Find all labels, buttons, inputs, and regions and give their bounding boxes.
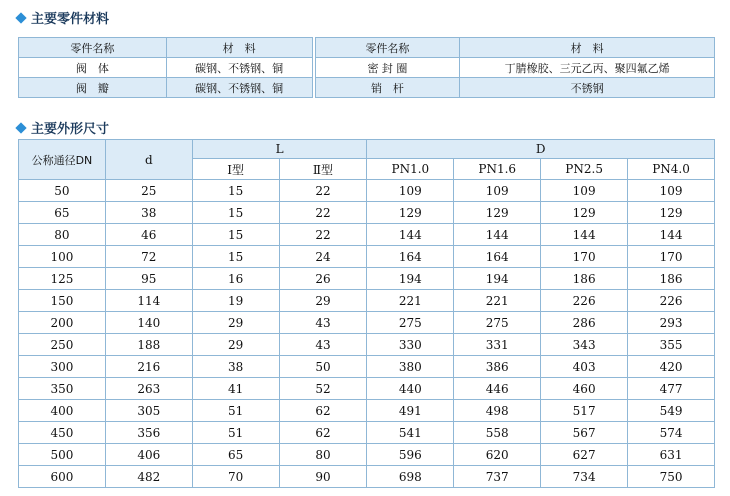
dn-cell: 125 — [19, 268, 106, 290]
d-cell: 356 — [105, 422, 192, 444]
l2-cell: 52 — [279, 378, 367, 400]
pn40-cell: 226 — [628, 290, 715, 312]
header-type-2: Ⅱ型 — [279, 159, 367, 180]
part-name-cell: 密 封 圈 — [315, 58, 460, 78]
l1-cell: 29 — [192, 334, 279, 356]
header-d: d — [105, 140, 192, 180]
pn25-cell: 226 — [541, 290, 628, 312]
l2-cell: 50 — [279, 356, 367, 378]
pn10-cell: 109 — [367, 180, 454, 202]
l2-cell: 22 — [279, 180, 367, 202]
pn40-cell: 750 — [628, 466, 715, 488]
d-cell: 25 — [105, 180, 192, 202]
l1-cell: 29 — [192, 312, 279, 334]
pn25-cell: 517 — [541, 400, 628, 422]
l1-cell: 70 — [192, 466, 279, 488]
pn25-cell: 286 — [541, 312, 628, 334]
material-cell: 丁腈橡胶、三元乙丙、聚四氟乙烯 — [460, 58, 715, 78]
pn16-cell: 221 — [454, 290, 541, 312]
dn-cell: 100 — [19, 246, 106, 268]
pn10-cell: 440 — [367, 378, 454, 400]
pn16-cell: 737 — [454, 466, 541, 488]
pn10-cell: 330 — [367, 334, 454, 356]
pn40-cell: 109 — [628, 180, 715, 202]
pn25-cell: 144 — [541, 224, 628, 246]
section-title-text: 主要零件材料 — [31, 12, 110, 27]
pn10-cell: 221 — [367, 290, 454, 312]
dn-cell: 450 — [19, 422, 106, 444]
pn25-cell: 403 — [541, 356, 628, 378]
pn16-cell: 164 — [454, 246, 541, 268]
d-cell: 406 — [105, 444, 192, 466]
material-cell: 碳钢、不锈钢、铜 — [166, 58, 312, 78]
l2-cell: 80 — [279, 444, 367, 466]
diamond-bullet-icon — [15, 122, 26, 133]
d-cell: 216 — [105, 356, 192, 378]
pn16-cell: 498 — [454, 400, 541, 422]
header-dn: 公称通径DN — [19, 140, 106, 180]
l2-cell: 22 — [279, 224, 367, 246]
dn-cell: 500 — [19, 444, 106, 466]
d-cell: 140 — [105, 312, 192, 334]
header-pn: PN4.0 — [628, 159, 715, 180]
d-cell: 72 — [105, 246, 192, 268]
table-row — [19, 78, 715, 98]
section-title-materials — [14, 8, 109, 27]
dn-cell: 600 — [19, 466, 106, 488]
pn10-cell: 275 — [367, 312, 454, 334]
d-cell: 114 — [105, 290, 192, 312]
table-header-row — [19, 38, 715, 58]
l1-cell: 51 — [192, 422, 279, 444]
pn25-cell: 109 — [541, 180, 628, 202]
table-row — [19, 180, 715, 202]
pn16-cell: 558 — [454, 422, 541, 444]
dn-cell: 300 — [19, 356, 106, 378]
dimensions-body — [19, 180, 715, 488]
pn16-cell: 144 — [454, 224, 541, 246]
dn-cell: 80 — [19, 224, 106, 246]
pn16-cell: 446 — [454, 378, 541, 400]
pn25-cell: 567 — [541, 422, 628, 444]
d-cell: 188 — [105, 334, 192, 356]
l2-cell: 26 — [279, 268, 367, 290]
table-row — [19, 58, 715, 78]
d-cell: 482 — [105, 466, 192, 488]
l1-cell: 38 — [192, 356, 279, 378]
pn40-cell: 420 — [628, 356, 715, 378]
l2-cell: 22 — [279, 202, 367, 224]
section-title-text: 主要外形尺寸 — [31, 122, 110, 137]
pn10-cell: 129 — [367, 202, 454, 224]
l2-cell: 24 — [279, 246, 367, 268]
l2-cell: 90 — [279, 466, 367, 488]
l1-cell: 15 — [192, 180, 279, 202]
pn10-cell: 380 — [367, 356, 454, 378]
table-header-row — [19, 140, 715, 159]
pn40-cell: 631 — [628, 444, 715, 466]
header-type-1: Ⅰ型 — [192, 159, 279, 180]
pn40-cell: 549 — [628, 400, 715, 422]
pn40-cell: 355 — [628, 334, 715, 356]
dn-cell: 200 — [19, 312, 106, 334]
header-cell: 零件名称 — [315, 38, 460, 58]
table-row — [19, 422, 715, 444]
header-cell: 零件名称 — [19, 38, 167, 58]
l1-cell: 19 — [192, 290, 279, 312]
dn-cell: 250 — [19, 334, 106, 356]
pn16-cell: 109 — [454, 180, 541, 202]
pn25-cell: 129 — [541, 202, 628, 224]
l1-cell: 15 — [192, 202, 279, 224]
section-title-dimensions — [14, 118, 109, 137]
pn10-cell: 596 — [367, 444, 454, 466]
pn40-cell: 477 — [628, 378, 715, 400]
table-row — [19, 246, 715, 268]
part-name-cell: 阀 瓣 — [19, 78, 167, 98]
table-row — [19, 444, 715, 466]
pn25-cell: 186 — [541, 268, 628, 290]
table-row — [19, 290, 715, 312]
pn10-cell: 698 — [367, 466, 454, 488]
diamond-bullet-icon — [15, 12, 26, 23]
l2-cell: 62 — [279, 400, 367, 422]
l1-cell: 15 — [192, 246, 279, 268]
header-L: L — [192, 140, 367, 159]
table-row — [19, 356, 715, 378]
part-name-cell: 销 杆 — [315, 78, 460, 98]
d-cell: 46 — [105, 224, 192, 246]
l1-cell: 51 — [192, 400, 279, 422]
l1-cell: 65 — [192, 444, 279, 466]
pn16-cell: 194 — [454, 268, 541, 290]
material-cell: 碳钢、不锈钢、铜 — [166, 78, 312, 98]
pn10-cell: 194 — [367, 268, 454, 290]
table-row — [19, 202, 715, 224]
pn25-cell: 343 — [541, 334, 628, 356]
l1-cell: 15 — [192, 224, 279, 246]
pn16-cell: 620 — [454, 444, 541, 466]
d-cell: 95 — [105, 268, 192, 290]
pn10-cell: 491 — [367, 400, 454, 422]
header-pn: PN2.5 — [541, 159, 628, 180]
pn40-cell: 186 — [628, 268, 715, 290]
table-row — [19, 224, 715, 246]
pn10-cell: 541 — [367, 422, 454, 444]
l2-cell: 43 — [279, 312, 367, 334]
header-pn: PN1.0 — [367, 159, 454, 180]
pn10-cell: 164 — [367, 246, 454, 268]
table-row — [19, 334, 715, 356]
table-row — [19, 268, 715, 290]
pn10-cell: 144 — [367, 224, 454, 246]
pn16-cell: 386 — [454, 356, 541, 378]
table-row — [19, 312, 715, 334]
pn16-cell: 129 — [454, 202, 541, 224]
table-row — [19, 378, 715, 400]
d-cell: 263 — [105, 378, 192, 400]
header-pn: PN1.6 — [454, 159, 541, 180]
pn16-cell: 331 — [454, 334, 541, 356]
pn40-cell: 144 — [628, 224, 715, 246]
l1-cell: 41 — [192, 378, 279, 400]
table-row — [19, 466, 715, 488]
dn-cell: 150 — [19, 290, 106, 312]
material-cell: 不锈钢 — [460, 78, 715, 98]
header-D: D — [367, 140, 715, 159]
dimensions-table — [18, 139, 715, 488]
d-cell: 305 — [105, 400, 192, 422]
pn16-cell: 275 — [454, 312, 541, 334]
pn40-cell: 129 — [628, 202, 715, 224]
pn40-cell: 574 — [628, 422, 715, 444]
l2-cell: 43 — [279, 334, 367, 356]
materials-table — [18, 37, 715, 98]
pn25-cell: 734 — [541, 466, 628, 488]
pn40-cell: 170 — [628, 246, 715, 268]
pn25-cell: 170 — [541, 246, 628, 268]
dn-cell: 350 — [19, 378, 106, 400]
l1-cell: 16 — [192, 268, 279, 290]
part-name-cell: 阀 体 — [19, 58, 167, 78]
pn25-cell: 460 — [541, 378, 628, 400]
dn-cell: 400 — [19, 400, 106, 422]
dn-cell: 50 — [19, 180, 106, 202]
l2-cell: 29 — [279, 290, 367, 312]
table-row — [19, 400, 715, 422]
l2-cell: 62 — [279, 422, 367, 444]
pn40-cell: 293 — [628, 312, 715, 334]
dn-cell: 65 — [19, 202, 106, 224]
d-cell: 38 — [105, 202, 192, 224]
pn25-cell: 627 — [541, 444, 628, 466]
header-cell: 材 料 — [166, 38, 312, 58]
header-cell: 材 料 — [460, 38, 715, 58]
